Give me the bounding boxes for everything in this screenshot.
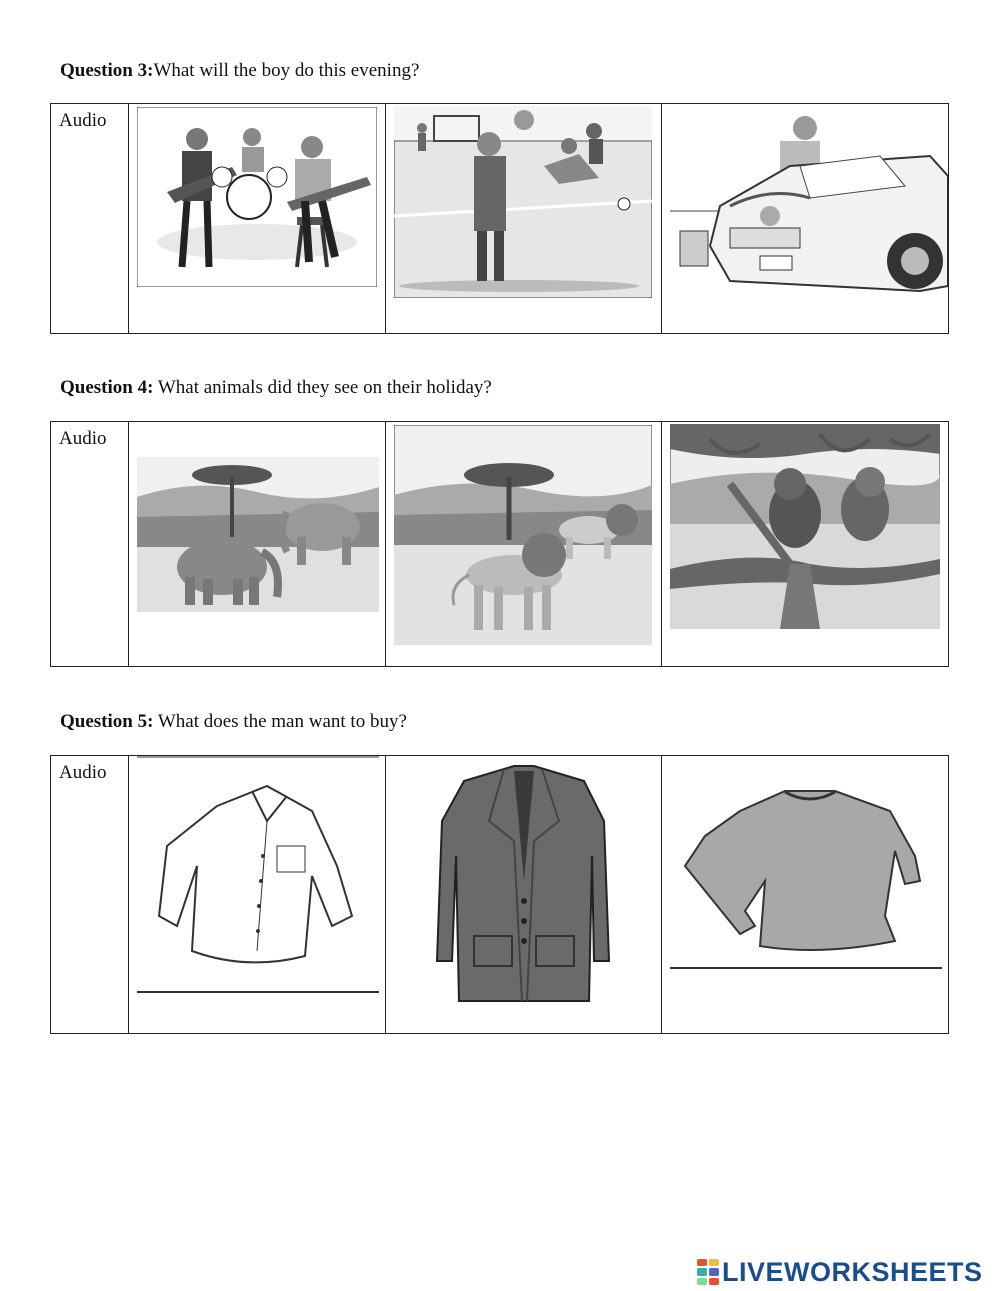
audio-label[interactable]: Audio xyxy=(59,110,107,131)
monkeys-in-tree-picture xyxy=(670,424,940,629)
watching-football-picture xyxy=(394,106,652,298)
question-3-label: Question 3: xyxy=(60,60,154,81)
question-4-label: Question 4: xyxy=(60,377,154,398)
question-5-text: What does the man want to buy? xyxy=(153,711,407,732)
question-5 xyxy=(60,711,407,733)
option-band[interactable] xyxy=(129,104,386,334)
question-4-table xyxy=(50,421,949,667)
option-shirt[interactable] xyxy=(129,756,386,1034)
question-3-table xyxy=(50,103,949,334)
audio-label[interactable]: Audio xyxy=(59,762,107,783)
option-jacket[interactable] xyxy=(386,756,661,1034)
option-car[interactable] xyxy=(661,104,948,334)
question-3-text: What will the boy do this evening? xyxy=(153,60,420,81)
option-lions[interactable] xyxy=(386,422,661,667)
sweater-picture xyxy=(670,756,942,971)
jacket-picture xyxy=(394,761,652,1016)
audio-cell-q3[interactable] xyxy=(51,104,129,334)
elephants-picture xyxy=(137,457,379,612)
question-3 xyxy=(60,60,419,82)
washing-car-picture xyxy=(670,106,948,298)
question-5-table xyxy=(50,755,949,1034)
option-sweater[interactable] xyxy=(661,756,948,1034)
liveworksheets-logo-icon xyxy=(697,1259,719,1285)
audio-cell-q5[interactable] xyxy=(51,756,129,1034)
audio-label[interactable]: Audio xyxy=(59,428,107,449)
audio-cell-q4[interactable] xyxy=(51,422,129,667)
option-monkeys[interactable] xyxy=(661,422,948,667)
option-football[interactable] xyxy=(386,104,661,334)
question-5-label: Question 5: xyxy=(60,711,154,732)
question-4-text: What animals did they see on their holiday? xyxy=(153,377,492,398)
lions-picture xyxy=(394,425,652,645)
logo-text: LIVEWORKSHEETS xyxy=(722,1256,983,1287)
shirt-picture xyxy=(137,756,379,996)
band-playing-music-picture xyxy=(137,107,377,287)
liveworksheets-logo xyxy=(697,1257,983,1287)
question-4 xyxy=(60,377,492,399)
option-elephants[interactable] xyxy=(129,422,386,667)
